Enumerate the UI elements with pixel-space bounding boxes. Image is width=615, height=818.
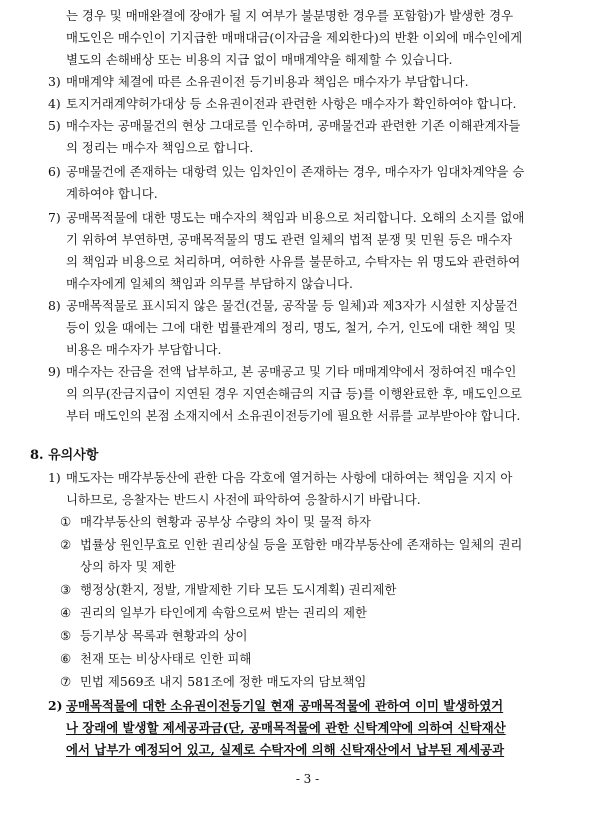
subitem-number: ②: [60, 537, 72, 552]
text-line: 니하므로, 응찰자는 반드시 사전에 파악하여 응찰하시기 바랍니다.: [66, 492, 421, 507]
text-line: 공매물건에 존재하는 대항력 있는 임차인이 존재하는 경우, 매수자가 임대차계약을 승: [66, 164, 525, 179]
text-line: 계하여야 합니다.: [66, 186, 158, 201]
text-line: 매매계약 체결에 따른 소유권이전 등기비용과 책임은 매수자가 부담합니다.: [66, 74, 469, 89]
bold-text-line: 공매목적물에 대한 소유권이전등기일 현재 공매목적물에 관하여 이미 발생하였거: [66, 698, 504, 713]
subitem-number: ③: [60, 582, 72, 597]
item-number: 5): [48, 118, 61, 133]
text-line: 천재 또는 비상사태로 인한 피해: [80, 651, 252, 666]
item-number: 2): [48, 698, 63, 713]
text-line: 행정상(환지, 정발, 개발제한 기타 모든 도시계획) 권리제한: [80, 582, 397, 597]
item-number: 9): [48, 364, 61, 379]
page-number: - 3 -: [295, 772, 320, 786]
text-line: 매수자는 공매물건의 현상 그대로를 인수하며, 공매물건과 관련한 기존 이해관계자들: [66, 118, 521, 133]
text-line: 의 의무(잔금지급이 지연된 경우 지연손해금의 지급 등)를 이행완료한 후, 매도인으로: [66, 386, 523, 401]
text-line: 의 정리는 매수자 책임으로 합니다.: [66, 140, 254, 155]
subitem-number: ⑤: [60, 628, 72, 643]
text-line: 공매목적물에 대한 명도는 매수자의 책임과 비용으로 처리합니다. 오해의 소지를 없애: [66, 210, 525, 225]
text-line: 상의 하자 및 제한: [80, 559, 176, 574]
subitem-number: ⑦: [60, 674, 72, 689]
text-line: 비용은 매수자가 부담합니다.: [66, 342, 222, 357]
text-line: 등이 있을 때에는 그에 대한 법률관계의 정리, 명도, 철거, 수거, 인도에 대한 책임 및: [66, 320, 516, 335]
text-line: 권리의 일부가 타인에게 속함으로써 받는 권리의 제한: [80, 605, 367, 620]
text-line: 기 위하여 부연하면, 공매목적물의 명도 관련 일체의 법적 분쟁 및 민원 등은 매수자: [66, 232, 513, 247]
item-number: 3): [48, 74, 61, 89]
text-line: 민법 제569조 내지 581조에 정한 매도자의 담보책임: [80, 674, 367, 689]
text-line: 매각부동산의 현황과 공부상 수량의 차이 및 물적 하자: [80, 514, 371, 529]
item-number: 1): [48, 470, 61, 485]
subitem-number: ④: [60, 605, 72, 620]
section-heading: 8. 유의사항: [30, 448, 99, 463]
text-line: 매도인은 매수인이 기지급한 매매대금(이자금을 제외한다)의 반환 이외에 매수인에게: [66, 30, 523, 45]
text-line: 부터 매도인의 본점 소재지에서 소유권이전등기에 필요한 서류를 교부받아야 합니다.: [66, 408, 521, 423]
text-line: 등기부상 목록과 현황과의 상이: [80, 628, 248, 643]
text-line: 매도자는 매각부동산에 관한 다음 각호에 열거하는 사항에 대하여는 책임을 지지 아: [66, 470, 513, 485]
item-number: 8): [48, 298, 61, 313]
bold-text-line: 나 장래에 발생할 제세공과금(단, 공매목적물에 관한 신탁계약에 의하여 신탁재산: [66, 720, 506, 735]
text-line: 는 경우 및 매매완결에 장애가 될 지 여부가 불분명한 경우를 포함함)가 발생한 경우: [66, 8, 514, 23]
item-number: 4): [48, 96, 61, 111]
text-line: 공매목적물로 표시되지 않은 물건(건물, 공작물 등 일체)과 제3자가 시설한 지상물건: [66, 298, 518, 313]
text-line: 의 책임과 비용으로 처리하며, 여하한 사유를 불문하고, 수탁자는 위 명도와 관련하여: [66, 254, 521, 269]
text-line: 매수자에게 일체의 책임과 의무를 부담하지 않습니다.: [66, 276, 353, 291]
item-number: 7): [48, 210, 61, 225]
text-line: 법률상 원인무효로 인한 권리상실 등을 포함한 매각부동산에 존재하는 일체의 권리: [80, 537, 523, 552]
item-number: 6): [48, 164, 61, 179]
text-line: 토지거래계약허가대상 등 소유권이전과 관련한 사항은 매수자가 확인하여야 합니다.: [66, 96, 517, 111]
subitem-number: ①: [60, 514, 72, 529]
bold-text-line: 에서 납부가 예정되어 있고, 실제로 수탁자에 의해 신탁재산에서 납부된 제세공과: [66, 742, 505, 757]
text-line: 매수자는 잔금을 전액 납부하고, 본 공매공고 및 기타 매매계약에서 정하여진 매수인: [66, 364, 517, 379]
subitem-number: ⑥: [60, 651, 72, 666]
text-line: 별도의 손해배상 또는 비용의 지급 없이 매매계약을 해제할 수 있습니다.: [66, 52, 453, 67]
